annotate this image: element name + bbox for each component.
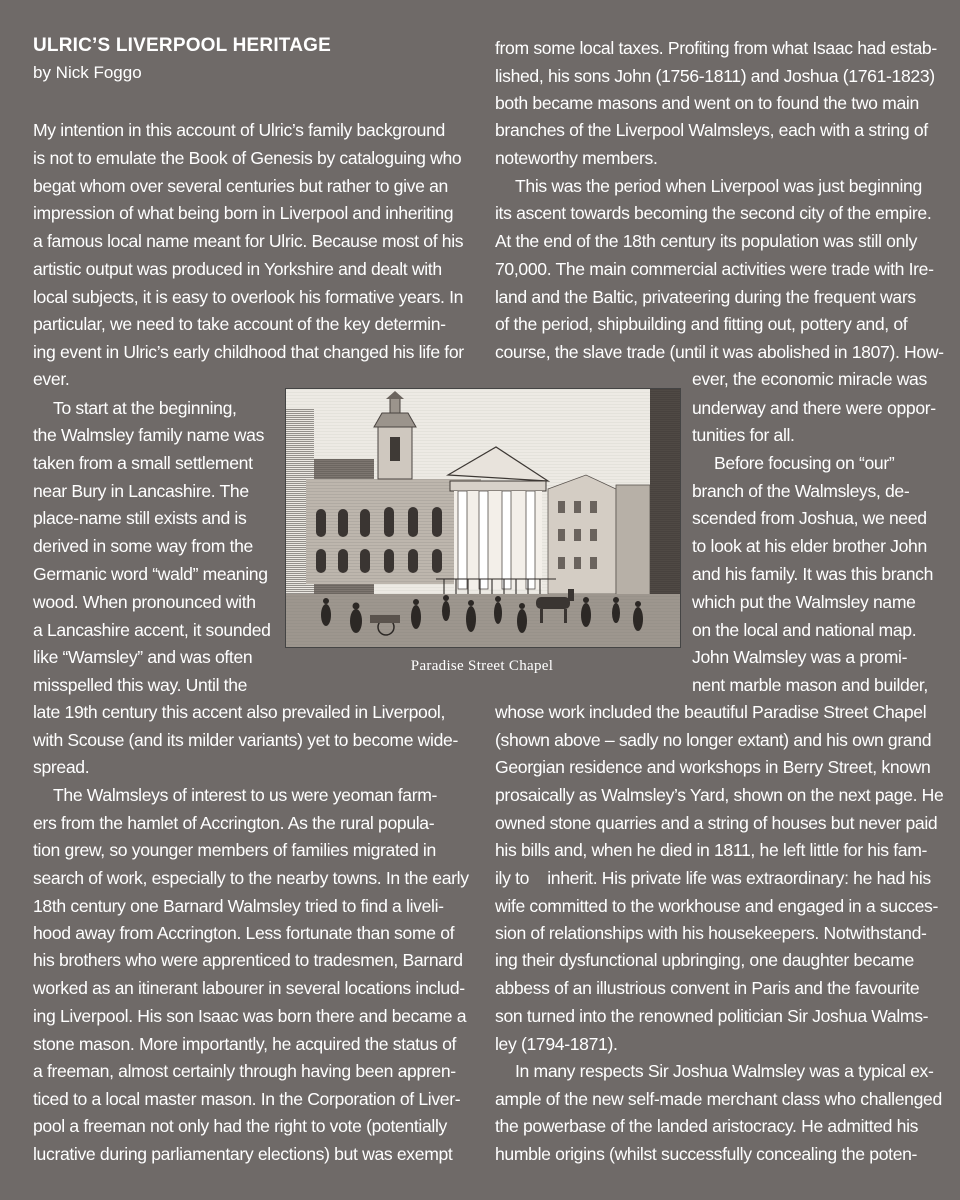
left-text-line: ticed to a local master mason. In the Corporation of Liver-: [33, 1089, 461, 1109]
chapel-engraving-image: [285, 388, 681, 648]
right-text-line: 70,000. The main commercial activities were trade with Ire-: [495, 259, 934, 279]
right-text-line: humble origins (whilst successfully concealing the poten-: [495, 1144, 918, 1164]
left-text-line: ing Liverpool. His son Isaac was born there and became a: [33, 1006, 467, 1026]
right-text-line: lished, his sons John (1756-1811) and Joshua (1761-1823): [495, 66, 935, 86]
left-text-line: near Bury in Lancashire. The: [33, 481, 249, 501]
left-text-line: My intention in this account of Ulric’s family background: [33, 120, 445, 140]
right-text-line: both became masons and went on to found the two main: [495, 93, 919, 113]
right-text-line: branch of the Walmsleys, de-: [692, 481, 910, 501]
left-text-line: To start at the beginning,: [53, 398, 237, 418]
left-text-line: lucrative during parliamentary elections) but was exempt: [33, 1144, 453, 1164]
right-text-line: son turned into the renowned politician Sir Joshua Walms-: [495, 1006, 929, 1026]
left-text-line: place-name still exists and is: [33, 508, 247, 528]
left-text-line: 18th century one Barnard Walmsley tried to find a liveli-: [33, 896, 444, 916]
right-text-line: the powerbase of the landed aristocracy. He admitted his: [495, 1116, 919, 1136]
right-text-line: ily to inherit. His private life was extraordinary: he had his: [495, 868, 931, 888]
left-text-line: impression of what being born in Liverpool and inheriting: [33, 203, 454, 223]
right-text-line: sion of relationships with his housekeepers. Notwithstand-: [495, 923, 927, 943]
left-text-line: search of work, especially to the nearby towns. In the early: [33, 868, 469, 888]
right-text-line: of the period, shipbuilding and fitting out, pottery and, of: [495, 314, 908, 334]
left-text-line: the Walmsley family name was: [33, 425, 265, 445]
left-text-line: pool a freeman not only had the right to vote (potentially: [33, 1116, 447, 1136]
right-text-line: In many respects Sir Joshua Walmsley was a typical ex-: [515, 1061, 934, 1081]
left-text-line: with Scouse (and its milder variants) yet to become wide-: [33, 730, 458, 750]
left-text-line: a freeman, almost certainly through having been appren-: [33, 1061, 456, 1081]
left-text-line: like “Wamsley” and was often: [33, 647, 253, 667]
right-text-line: (shown above – sadly no longer extant) and his own grand: [495, 730, 932, 750]
right-text-line: underway and there were oppor-: [692, 398, 936, 418]
left-text-line: hood away from Accrington. Less fortunate than some of: [33, 923, 455, 943]
right-text-line: which put the Walmsley name: [692, 592, 916, 612]
right-text-line: land and the Baltic, privateering during the frequent wars: [495, 287, 916, 307]
left-text-line: tion grew, so younger members of families migrated in: [33, 840, 436, 860]
right-text-line: Before focusing on “our”: [714, 453, 895, 473]
right-text-line: course, the slave trade (until it was abolished in 1807). How-: [495, 342, 944, 362]
byline: by Nick Foggo: [33, 63, 142, 82]
right-text-line: whose work included the beautiful Paradise Street Chapel: [495, 702, 927, 722]
left-text-line: local subjects, it is easy to overlook his formative years. In: [33, 287, 464, 307]
left-text-line: late 19th century this accent also prevailed in Liverpool,: [33, 702, 445, 722]
right-text-line: from some local taxes. Profiting from what Isaac had estab-: [495, 38, 937, 58]
left-text-line: misspelled this way. Until the: [33, 675, 248, 695]
right-text-line: ley (1794-1871).: [495, 1034, 618, 1054]
right-text-line: ing their dysfunctional upbringing, one daughter became: [495, 950, 914, 970]
left-text-line: ing event in Ulric’s early childhood that changed his life for: [33, 342, 464, 362]
left-text-line: a Lancashire accent, it sounded: [33, 620, 271, 640]
right-text-line: prosaically as Walmsley’s Yard, shown on the next page. He: [495, 785, 944, 805]
right-text-line: abbess of an illustrious convent in Paris and the favourite: [495, 978, 920, 998]
right-text-line: At the end of the 18th century its population was still only: [495, 231, 918, 251]
left-text-line: is not to emulate the Book of Genesis by cataloguing who: [33, 148, 462, 168]
right-text-line: ever, the economic miracle was: [692, 369, 927, 389]
right-text-line: Georgian residence and workshops in Berry Street, known: [495, 757, 931, 777]
right-text-line: to look at his elder brother John: [692, 536, 927, 556]
figure-caption: Paradise Street Chapel: [410, 658, 554, 674]
article-title: ULRIC’S LIVERPOOL HERITAGE: [33, 35, 331, 56]
left-text-line: begat whom over several centuries but rather to give an: [33, 176, 448, 196]
right-text-line: scended from Joshua, we need: [692, 508, 927, 528]
right-text-line: and his family. It was this branch: [692, 564, 934, 584]
right-text-line: nent marble mason and builder,: [692, 675, 928, 695]
left-text-line: worked as an itinerant labourer in several locations includ-: [33, 978, 465, 998]
left-text-line: his brothers who were apprenticed to tradesmen, Barnard: [33, 950, 463, 970]
left-text-line: ers from the hamlet of Accrington. As the rural popula-: [33, 813, 435, 833]
left-text-line: spread.: [33, 757, 90, 777]
left-text-line: stone mason. More importantly, he acquired the status of: [33, 1034, 457, 1054]
left-text-line: wood. When pronounced with: [33, 592, 256, 612]
left-text-line: particular, we need to take account of the key determin-: [33, 314, 446, 334]
left-text-line: derived in some way from the: [33, 536, 253, 556]
right-text-line: tunities for all.: [692, 425, 795, 445]
left-text-line: ever.: [33, 369, 70, 389]
left-text-line: artistic output was produced in Yorkshire and dealt with: [33, 259, 442, 279]
left-text-line: The Walmsleys of interest to us were yeoman farm-: [53, 785, 438, 805]
right-text-line: wife committed to the workhouse and engaged in a succes-: [495, 896, 938, 916]
right-text-line: ample of the new self-made merchant class who challenged: [495, 1089, 942, 1109]
right-text-line: owned stone quarries and a string of houses but never paid: [495, 813, 938, 833]
right-text-line: branches of the Liverpool Walmsleys, each with a string of: [495, 120, 928, 140]
right-text-line: This was the period when Liverpool was just beginning: [515, 176, 922, 196]
right-text-line: noteworthy members.: [495, 148, 658, 168]
right-text-line: his bills and, when he died in 1811, he left little for his fam-: [495, 840, 928, 860]
left-text-line: a famous local name meant for Ulric. Because most of his: [33, 231, 464, 251]
right-text-line: its ascent towards becoming the second city of the empire.: [495, 203, 932, 223]
right-text-line: on the local and national map.: [692, 620, 917, 640]
left-text-line: Germanic word “wald” meaning: [33, 564, 268, 584]
left-text-line: taken from a small settlement: [33, 453, 253, 473]
right-text-line: John Walmsley was a promi-: [692, 647, 908, 667]
